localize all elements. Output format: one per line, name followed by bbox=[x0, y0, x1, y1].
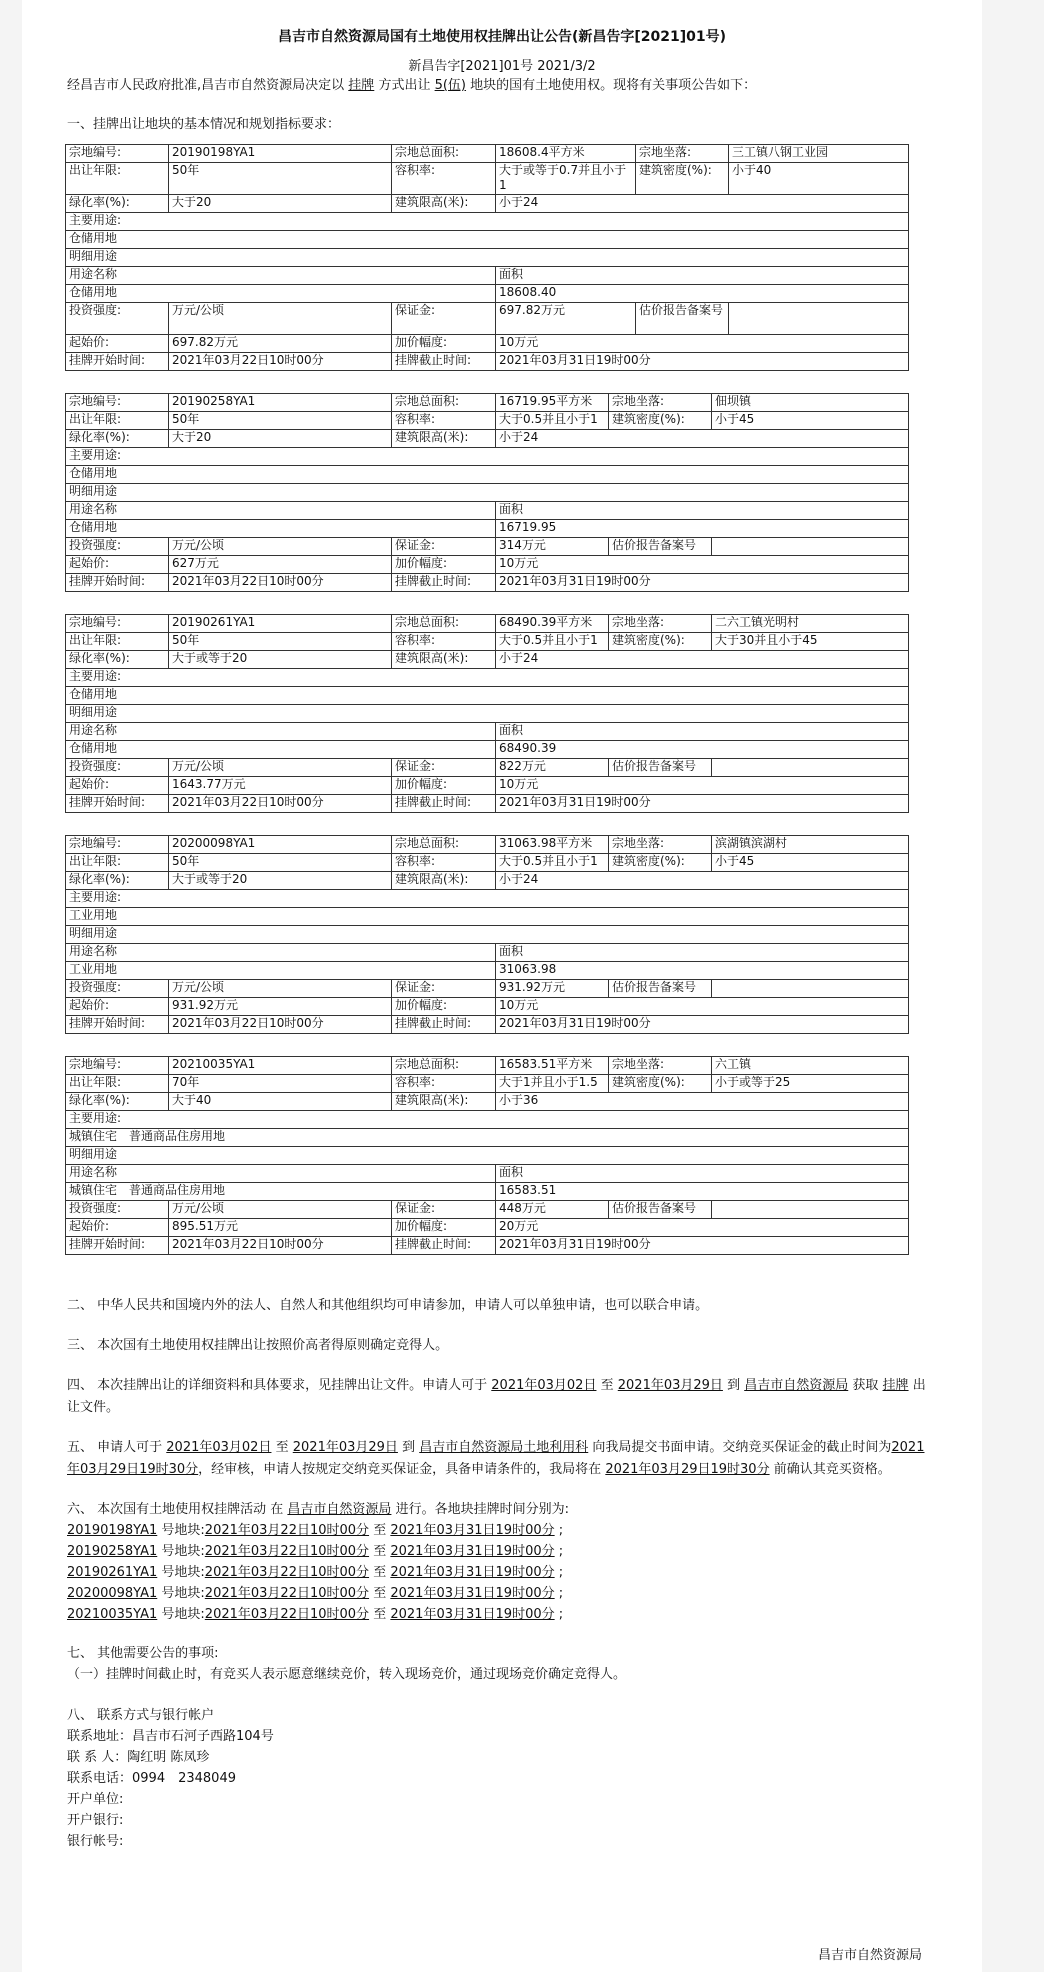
cell: 2021年03月22日10时00分 bbox=[169, 1016, 392, 1034]
cell: 面积 bbox=[496, 502, 909, 520]
cell: 起始价: bbox=[66, 777, 169, 795]
cell: 投资强度: bbox=[66, 1201, 169, 1219]
cell: 宗地总面积: bbox=[392, 145, 496, 163]
contact-address: 联系地址：昌吉市石河子西路104号 bbox=[67, 1729, 274, 1744]
cell: 主要用途: bbox=[66, 669, 909, 687]
cell: 面积 bbox=[496, 267, 909, 285]
cell: 10万元 bbox=[496, 556, 909, 574]
schedule-item: 20200098YA1 号地块:2021年03月22日10时00分 至 2021年03月31日19时00分 ; bbox=[67, 1586, 564, 1601]
cell: 31063.98 bbox=[496, 962, 909, 980]
doc-number: 新昌告字[2021]01号 2021/3/2 bbox=[408, 59, 596, 74]
cell: 估价报告备案号 bbox=[636, 303, 729, 335]
cell: 挂牌截止时间: bbox=[392, 1016, 496, 1034]
contact-phone: 联系电话：0994 2348049 bbox=[67, 1771, 236, 1786]
cell: 出让年限: bbox=[66, 1075, 169, 1093]
cell: 大于或等于20 bbox=[169, 872, 392, 890]
cell: 面积 bbox=[496, 723, 909, 741]
cell: 保证金: bbox=[392, 1201, 496, 1219]
cell: 宗地编号: bbox=[66, 394, 169, 412]
cell: 宗地编号: bbox=[66, 615, 169, 633]
cell: 投资强度: bbox=[66, 759, 169, 777]
cell: 保证金: bbox=[392, 303, 496, 335]
cell: 建筑密度(%): bbox=[609, 1075, 712, 1093]
schedule-list bbox=[22, 1520, 982, 1625]
cell: 出让年限: bbox=[66, 854, 169, 872]
cell: 宗地坐落: bbox=[609, 1057, 712, 1075]
cell: 主要用途: bbox=[66, 890, 909, 908]
section2-text: 二、 中华人民共和国境内外的法人、自然人和其他组织均可申请参加，申请人可以单独申请，也可以联合申请。 bbox=[67, 1298, 709, 1313]
cell: 投资强度: bbox=[66, 538, 169, 556]
cell: 18608.40 bbox=[496, 285, 909, 303]
lot-table bbox=[65, 393, 909, 592]
cell: 主要用途: bbox=[66, 1111, 909, 1129]
cell: 697.82万元 bbox=[496, 303, 636, 335]
cell: 宗地坐落: bbox=[609, 836, 712, 854]
cell: 万元/公顷 bbox=[169, 759, 392, 777]
cell: 加价幅度: bbox=[392, 1219, 496, 1237]
cell: 明细用途 bbox=[66, 926, 909, 944]
lot-table bbox=[65, 614, 909, 813]
section5-text: 五、 申请人可于 2021年03月02日 至 2021年03月29日 到 昌吉市自然资源局土地利用科 向我局提交书面申请。交纳竞买保证金的截止时间为2021年03月29日19时30分，经审核，申请人按规定交纳竞买保证金，具备申请条件的，我局将在 2021年03月29日19时30分 前确认其竞买资格。 bbox=[67, 1440, 925, 1477]
cell: 挂牌开始时间: bbox=[66, 1237, 169, 1255]
cell: 用途名称 bbox=[66, 944, 496, 962]
lot-table bbox=[65, 1056, 909, 1255]
cell: 2021年03月31日19时00分 bbox=[496, 574, 909, 592]
cell: 31063.98平方米 bbox=[496, 836, 609, 854]
cell: 加价幅度: bbox=[392, 556, 496, 574]
cell: 建筑密度(%): bbox=[609, 633, 712, 651]
cell bbox=[729, 303, 909, 335]
cell: 建筑限高(米): bbox=[392, 195, 496, 213]
cell: 明细用途 bbox=[66, 705, 909, 723]
cell: 城镇住宅 普通商品住房用地 bbox=[66, 1129, 909, 1147]
cell: 保证金: bbox=[392, 759, 496, 777]
bank-account: 银行帐号: bbox=[67, 1834, 124, 1849]
cell: 大于0.5并且小于1 bbox=[496, 412, 609, 430]
cell: 68490.39平方米 bbox=[496, 615, 609, 633]
cell: 宗地坐落: bbox=[609, 394, 712, 412]
cell: 绿化率(%): bbox=[66, 195, 169, 213]
section6-title: 六、 本次国有土地使用权挂牌活动 在 昌吉市自然资源局 进行。各地块挂牌时间分别为: bbox=[67, 1502, 569, 1517]
cell: 建筑限高(米): bbox=[392, 651, 496, 669]
cell: 宗地坐落: bbox=[609, 615, 712, 633]
cell: 宗地编号: bbox=[66, 145, 169, 163]
cell: 20200098YA1 bbox=[169, 836, 392, 854]
cell: 起始价: bbox=[66, 998, 169, 1016]
cell: 仓储用地 bbox=[66, 520, 496, 538]
cell: 50年 bbox=[169, 412, 392, 430]
cell: 用途名称 bbox=[66, 723, 496, 741]
cell: 仓储用地 bbox=[66, 466, 909, 484]
cell bbox=[712, 1201, 909, 1219]
cell: 绿化率(%): bbox=[66, 1093, 169, 1111]
cell: 保证金: bbox=[392, 980, 496, 998]
cell: 面积 bbox=[496, 1165, 909, 1183]
cell: 万元/公顷 bbox=[169, 303, 392, 335]
cell: 大于1并且小于1.5 bbox=[496, 1075, 609, 1093]
cell: 估价报告备案号 bbox=[609, 759, 712, 777]
cell: 容积率: bbox=[392, 854, 496, 872]
cell: 二六工镇光明村 bbox=[712, 615, 909, 633]
cell: 2021年03月31日19时00分 bbox=[496, 1016, 909, 1034]
cell: 宗地总面积: bbox=[392, 836, 496, 854]
cell: 明细用途 bbox=[66, 1147, 909, 1165]
cell: 挂牌开始时间: bbox=[66, 353, 169, 371]
cell: 建筑限高(米): bbox=[392, 430, 496, 448]
cell: 起始价: bbox=[66, 556, 169, 574]
cell: 20190261YA1 bbox=[169, 615, 392, 633]
cell: 448万元 bbox=[496, 1201, 609, 1219]
cell: 大于0.5并且小于1 bbox=[496, 633, 609, 651]
cell: 工业用地 bbox=[66, 908, 909, 926]
cell: 建筑密度(%): bbox=[609, 854, 712, 872]
cell: 大于30并且小于45 bbox=[712, 633, 909, 651]
signature: 昌吉市自然资源局 bbox=[817, 1948, 922, 1963]
cell: 挂牌开始时间: bbox=[66, 1016, 169, 1034]
cell: 挂牌截止时间: bbox=[392, 795, 496, 813]
cell: 加价幅度: bbox=[392, 998, 496, 1016]
cell: 895.51万元 bbox=[169, 1219, 392, 1237]
cell: 50年 bbox=[169, 163, 392, 195]
cell: 大于0.5并且小于1 bbox=[496, 854, 609, 872]
cell: 小于24 bbox=[496, 195, 909, 213]
cell: 20万元 bbox=[496, 1219, 909, 1237]
bank-name: 开户银行: bbox=[67, 1813, 124, 1828]
cell: 加价幅度: bbox=[392, 777, 496, 795]
cell: 16719.95平方米 bbox=[496, 394, 609, 412]
section4-text: 四、 本次挂牌出让的详细资料和具体要求，见挂牌出让文件。申请人可于 2021年03月02日 至 2021年03月29日 到 昌吉市自然资源局 获取 挂牌 出让文件。 bbox=[67, 1378, 926, 1415]
cell: 小于24 bbox=[496, 430, 909, 448]
cell: 大于40 bbox=[169, 1093, 392, 1111]
cell: 出让年限: bbox=[66, 163, 169, 195]
cell: 50年 bbox=[169, 633, 392, 651]
cell: 16583.51平方米 bbox=[496, 1057, 609, 1075]
schedule-item: 20190261YA1 号地块:2021年03月22日10时00分 至 2021年03月31日19时00分 ; bbox=[67, 1565, 564, 1580]
cell: 用途名称 bbox=[66, 267, 496, 285]
cell: 宗地编号: bbox=[66, 1057, 169, 1075]
cell: 小于45 bbox=[712, 854, 909, 872]
cell: 万元/公顷 bbox=[169, 980, 392, 998]
cell: 大于或等于0.7并且小于1 bbox=[496, 163, 636, 195]
schedule-item: 20190198YA1 号地块:2021年03月22日10时00分 至 2021年03月31日19时00分 ; bbox=[67, 1523, 564, 1538]
cell: 保证金: bbox=[392, 538, 496, 556]
section7-item1: （一）挂牌时间截止时，有竞买人表示愿意继续竞价，转入现场竞价，通过现场竞价确定竞得人。 bbox=[67, 1667, 627, 1682]
cell: 20210035YA1 bbox=[169, 1057, 392, 1075]
announcement-page bbox=[22, 0, 982, 1972]
cell: 小于40 bbox=[729, 163, 909, 195]
cell: 宗地编号: bbox=[66, 836, 169, 854]
cell: 50年 bbox=[169, 854, 392, 872]
cell: 挂牌开始时间: bbox=[66, 574, 169, 592]
cell: 627万元 bbox=[169, 556, 392, 574]
cell bbox=[712, 980, 909, 998]
cell: 仓储用地 bbox=[66, 285, 496, 303]
cell: 宗地总面积: bbox=[392, 1057, 496, 1075]
cell: 估价报告备案号 bbox=[609, 1201, 712, 1219]
cell: 容积率: bbox=[392, 1075, 496, 1093]
cell: 20190258YA1 bbox=[169, 394, 392, 412]
cell: 2021年03月31日19时00分 bbox=[496, 353, 909, 371]
cell: 931.92万元 bbox=[496, 980, 609, 998]
cell: 宗地总面积: bbox=[392, 394, 496, 412]
cell: 小于24 bbox=[496, 651, 909, 669]
cell: 挂牌截止时间: bbox=[392, 1237, 496, 1255]
lot-table bbox=[65, 835, 909, 1034]
cell: 16583.51 bbox=[496, 1183, 909, 1201]
cell: 314万元 bbox=[496, 538, 609, 556]
cell: 10万元 bbox=[496, 998, 909, 1016]
cell: 2021年03月22日10时00分 bbox=[169, 795, 392, 813]
cell: 仓储用地 bbox=[66, 687, 909, 705]
cell: 绿化率(%): bbox=[66, 651, 169, 669]
section8-title: 八、 联系方式与银行帐户 bbox=[67, 1708, 215, 1723]
cell: 面积 bbox=[496, 944, 909, 962]
cell: 2021年03月22日10时00分 bbox=[169, 353, 392, 371]
cell: 绿化率(%): bbox=[66, 872, 169, 890]
cell: 万元/公顷 bbox=[169, 1201, 392, 1219]
cell: 明细用途 bbox=[66, 484, 909, 502]
cell: 931.92万元 bbox=[169, 998, 392, 1016]
cell: 大于20 bbox=[169, 195, 392, 213]
cell bbox=[712, 538, 909, 556]
cell: 佃坝镇 bbox=[712, 394, 909, 412]
cell: 主要用途: bbox=[66, 448, 909, 466]
cell: 小于36 bbox=[496, 1093, 909, 1111]
cell: 宗地总面积: bbox=[392, 615, 496, 633]
cell: 小于45 bbox=[712, 412, 909, 430]
cell: 估价报告备案号 bbox=[609, 538, 712, 556]
cell: 主要用途: bbox=[66, 213, 909, 231]
cell: 滨湖镇滨湖村 bbox=[712, 836, 909, 854]
schedule-item: 20210035YA1 号地块:2021年03月22日10时00分 至 2021年03月31日19时00分 ; bbox=[67, 1607, 564, 1622]
cell: 容积率: bbox=[392, 633, 496, 651]
cell: 仓储用地 bbox=[66, 741, 496, 759]
cell: 10万元 bbox=[496, 777, 909, 795]
cell: 投资强度: bbox=[66, 980, 169, 998]
bank-unit: 开户单位: bbox=[67, 1792, 124, 1807]
cell: 建筑密度(%): bbox=[636, 163, 729, 195]
cell: 出让年限: bbox=[66, 412, 169, 430]
cell: 大于或等于20 bbox=[169, 651, 392, 669]
cell: 万元/公顷 bbox=[169, 538, 392, 556]
cell: 小于或等于25 bbox=[712, 1075, 909, 1093]
section1-title: 一、挂牌出让地块的基本情况和规划指标要求： bbox=[67, 117, 341, 132]
cell: 2021年03月31日19时00分 bbox=[496, 1237, 909, 1255]
cell: 挂牌开始时间: bbox=[66, 795, 169, 813]
cell: 1643.77万元 bbox=[169, 777, 392, 795]
cell: 投资强度: bbox=[66, 303, 169, 335]
cell: 用途名称 bbox=[66, 502, 496, 520]
cell: 六工镇 bbox=[712, 1057, 909, 1075]
cell: 三工镇八钢工业园 bbox=[729, 145, 909, 163]
cell: 18608.4平方米 bbox=[496, 145, 636, 163]
cell: 70年 bbox=[169, 1075, 392, 1093]
cell: 仓储用地 bbox=[66, 231, 909, 249]
cell: 宗地坐落: bbox=[636, 145, 729, 163]
cell: 绿化率(%): bbox=[66, 430, 169, 448]
cell: 明细用途 bbox=[66, 249, 909, 267]
cell: 建筑限高(米): bbox=[392, 1093, 496, 1111]
cell: 挂牌截止时间: bbox=[392, 353, 496, 371]
cell: 容积率: bbox=[392, 412, 496, 430]
section3-text: 三、 本次国有土地使用权挂牌出让按照价高者得原则确定竞得人。 bbox=[67, 1338, 449, 1353]
cell: 2021年03月22日10时00分 bbox=[169, 574, 392, 592]
cell: 68490.39 bbox=[496, 741, 909, 759]
cell: 建筑密度(%): bbox=[609, 412, 712, 430]
cell: 2021年03月31日19时00分 bbox=[496, 795, 909, 813]
cell: 10万元 bbox=[496, 335, 909, 353]
cell: 2021年03月22日10时00分 bbox=[169, 1237, 392, 1255]
cell: 挂牌截止时间: bbox=[392, 574, 496, 592]
schedule-item: 20190258YA1 号地块:2021年03月22日10时00分 至 2021年03月31日19时00分 ; bbox=[67, 1544, 564, 1559]
cell: 16719.95 bbox=[496, 520, 909, 538]
cell: 大于20 bbox=[169, 430, 392, 448]
cell: 加价幅度: bbox=[392, 335, 496, 353]
cell: 20190198YA1 bbox=[169, 145, 392, 163]
cell bbox=[712, 759, 909, 777]
lot-table bbox=[65, 144, 909, 371]
contact-person: 联 系 人：陶红明 陈凤珍 bbox=[67, 1750, 210, 1765]
cell: 估价报告备案号 bbox=[609, 980, 712, 998]
cell: 建筑限高(米): bbox=[392, 872, 496, 890]
cell: 起始价: bbox=[66, 1219, 169, 1237]
cell: 小于24 bbox=[496, 872, 909, 890]
cell: 城镇住宅 普通商品住房用地 bbox=[66, 1183, 496, 1201]
cell: 用途名称 bbox=[66, 1165, 496, 1183]
cell: 出让年限: bbox=[66, 633, 169, 651]
lots-container bbox=[22, 144, 982, 1255]
page-title: 昌吉市自然资源局国有土地使用权挂牌出让公告(新昌告字[2021]01号) bbox=[277, 29, 727, 45]
intro-paragraph: 经昌吉市人民政府批准,昌吉市自然资源局决定以 挂牌 方式出让 5(伍) 地块的国有土地使用权。现将有关事项公告如下： bbox=[67, 78, 757, 93]
cell: 697.82万元 bbox=[169, 335, 392, 353]
cell: 822万元 bbox=[496, 759, 609, 777]
cell: 起始价: bbox=[66, 335, 169, 353]
section7-title: 七、 其他需要公告的事项: bbox=[67, 1646, 219, 1661]
cell: 容积率: bbox=[392, 163, 496, 195]
cell: 工业用地 bbox=[66, 962, 496, 980]
